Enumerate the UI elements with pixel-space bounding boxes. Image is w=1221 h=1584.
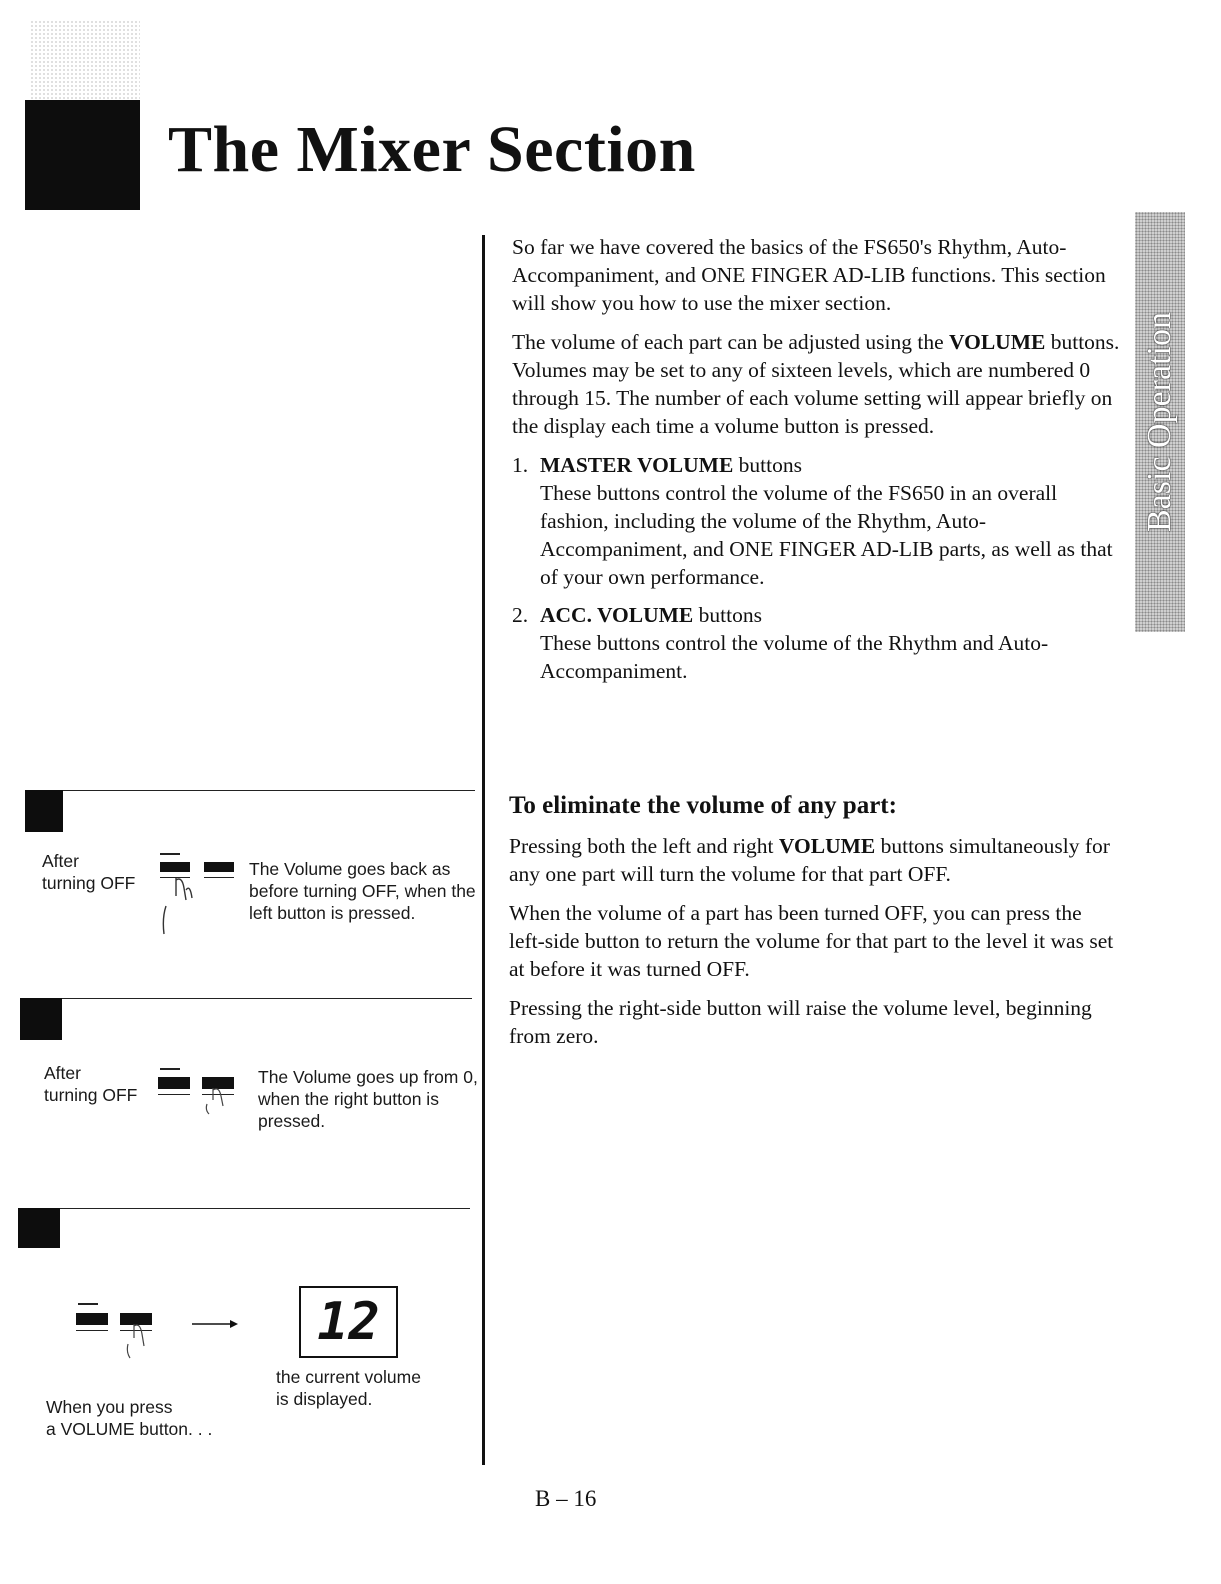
column-divider [482, 235, 485, 1465]
volume-display-value: 12 [317, 1292, 380, 1352]
panel-1-right-button [204, 862, 234, 872]
page-number: B – 16 [535, 1486, 597, 1511]
intro-paragraph-1: So far we have covered the basics of the FS650's Rhythm, Auto-Accompaniment, and ONE FINGER AD-LIB functions. This section will show you how to use the mixer section. [512, 235, 1106, 315]
eliminate-p1-bold: VOLUME [778, 834, 876, 858]
title-block-marker [25, 100, 140, 210]
title-speckle-decoration [30, 20, 140, 100]
panel-1-caption: The Volume goes back as before turning OFF, when the left button is pressed. [249, 859, 476, 923]
panel-2-rule [20, 998, 472, 999]
panel-2-left-led [158, 1094, 190, 1095]
intro-p2-text-a: The volume of each part can be adjusted using the [512, 330, 950, 354]
list-item-acc-volume [512, 601, 1122, 685]
panel-2-label: After turning OFF [44, 1063, 138, 1105]
panel-1-label: After turning OFF [42, 851, 136, 893]
finger-press-icon [205, 1086, 235, 1116]
page-title: The Mixer Section [168, 113, 696, 186]
list-item-number: 2. [512, 603, 529, 627]
panel-2-caption: The Volume goes up from 0, when the right button is pressed. [258, 1067, 478, 1131]
finger-press-icon [158, 874, 204, 936]
panel-2-marker [20, 998, 62, 1040]
list-item-body: These buttons control the volume of the Rhythm and Auto-Accompaniment. [540, 631, 1049, 683]
panel-3-marker [18, 1208, 60, 1248]
intro-p2-text-b: buttons. Volumes may be set to any of sixteen levels, which are numbered 0 through 15. The number of each volume setting will appear briefly on the display each time a volume button is pressed. [512, 330, 1120, 438]
eliminate-paragraph-1 [509, 832, 1119, 888]
finger-press-icon [124, 1322, 158, 1362]
list-item-master-volume [512, 451, 1122, 591]
intro-section [512, 233, 1122, 695]
panel-2-button-caption-mark [160, 1068, 180, 1070]
right-arrow-icon [192, 1318, 242, 1330]
panel-3-left-led [76, 1330, 108, 1331]
panel-1-left-button [160, 862, 190, 872]
list-item-bold: MASTER VOLUME [540, 453, 734, 477]
intro-p2-bold: VOLUME [949, 330, 1046, 354]
panel-3-press-label: When you press a VOLUME button. . . [46, 1397, 213, 1439]
eliminate-heading: To eliminate the volume of any part: [509, 792, 897, 819]
intro-paragraph-2 [512, 328, 1122, 440]
list-item-bold: ACC. VOLUME [540, 603, 694, 627]
panel-3-caption: the current volume is displayed. [276, 1367, 421, 1409]
panel-3-rule [18, 1208, 470, 1209]
list-item-number: 1. [512, 453, 529, 477]
panel-1-rule [25, 790, 475, 791]
list-item-rest: buttons [693, 603, 762, 627]
panel-1-right-led [204, 877, 234, 878]
list-item-rest: buttons [733, 453, 802, 477]
eliminate-p1-text-a: Pressing both the left and right [509, 834, 779, 858]
side-tab [1135, 212, 1185, 632]
panel-3-left-button [76, 1313, 108, 1325]
volume-button-list [512, 451, 1122, 685]
panel-1-marker [25, 790, 63, 832]
eliminate-p1-text-b: buttons simultaneously for any one part will turn the volume for that part OFF. [509, 834, 1110, 886]
panel-2-left-button [158, 1077, 190, 1089]
panel-1-button-caption-mark [160, 853, 180, 855]
eliminate-paragraph-2: When the volume of a part has been turned OFF, you can press the left-side button to return the volume for that part to the level it was set at before it was turned OFF. [509, 901, 1114, 981]
volume-display [299, 1286, 398, 1358]
eliminate-section [509, 790, 1119, 1061]
panel-3-button-caption-mark [78, 1303, 98, 1305]
side-tab-label: Basic Operation [1141, 312, 1178, 532]
eliminate-paragraph-3: Pressing the right-side button will raise the volume level, beginning from zero. [509, 996, 1092, 1048]
list-item-body: These buttons control the volume of the FS650 in an overall fashion, including the volume of the Rhythm, Auto-Accompaniment, and ONE FINGER AD-LIB parts, as well as that of your own performance. [540, 481, 1113, 589]
